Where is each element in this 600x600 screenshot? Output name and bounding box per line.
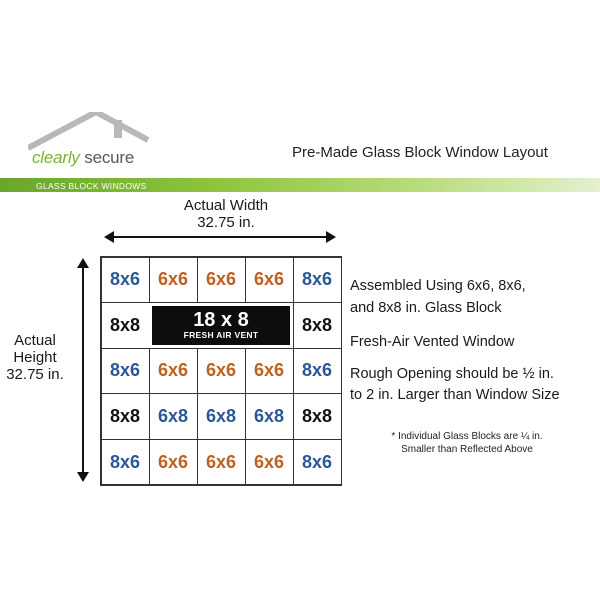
glass-block-8x8: 8x8 bbox=[293, 393, 342, 440]
glass-block-6x8: 6x8 bbox=[197, 393, 246, 440]
footnote-line2: Smaller than Reflected Above bbox=[401, 444, 533, 455]
brand-tagline: GLASS BLOCK WINDOWS bbox=[36, 181, 147, 191]
info-vented: Fresh-Air Vented Window bbox=[350, 334, 515, 350]
glass-block-6x6: 6x6 bbox=[245, 257, 294, 304]
glass-block-6x8: 6x8 bbox=[149, 393, 198, 440]
glass-block-8x6: 8x6 bbox=[101, 257, 150, 304]
glass-block-8x6: 8x6 bbox=[293, 348, 342, 395]
width-label-text: Actual Width bbox=[183, 197, 269, 214]
glass-block-8x6: 8x6 bbox=[101, 348, 150, 395]
brand-name bbox=[32, 148, 134, 168]
glass-block-6x6: 6x6 bbox=[197, 439, 246, 486]
footnote bbox=[352, 430, 582, 456]
info-assembled-1: Assembled Using 6x6, 8x6, bbox=[350, 278, 526, 294]
width-label bbox=[166, 197, 286, 231]
vent-label: FRESH AIR VENT bbox=[183, 330, 259, 341]
glass-block-6x6: 6x6 bbox=[245, 348, 294, 395]
fresh-air-vent bbox=[149, 303, 293, 349]
info-rough-opening-2: to 2 in. Larger than Window Size bbox=[350, 387, 560, 403]
height-label-line1: Actual bbox=[14, 332, 56, 349]
height-value: 32.75 in. bbox=[6, 366, 64, 383]
glass-block-6x6: 6x6 bbox=[197, 257, 246, 304]
width-value: 32.75 in. bbox=[197, 214, 255, 231]
brand-word-secure: secure bbox=[84, 148, 135, 167]
glass-block-6x6: 6x6 bbox=[149, 348, 198, 395]
glass-block-6x6: 6x6 bbox=[149, 439, 198, 486]
glass-block-8x8: 8x8 bbox=[101, 393, 150, 440]
glass-block-8x8: 8x8 bbox=[101, 302, 150, 349]
height-label bbox=[0, 332, 70, 383]
height-arrow bbox=[76, 258, 90, 482]
footnote-line1: * Individual Glass Blocks are ¼ in. bbox=[391, 431, 543, 442]
height-label-line2: Height bbox=[13, 349, 57, 366]
glass-block-6x6: 6x6 bbox=[197, 348, 246, 395]
glass-block-6x6: 6x6 bbox=[149, 257, 198, 304]
glass-block-8x6: 8x6 bbox=[101, 439, 150, 486]
glass-block-8x6: 8x6 bbox=[293, 439, 342, 486]
glass-block-8x6: 8x6 bbox=[293, 257, 342, 304]
vent-size: 18 x 8 bbox=[193, 309, 249, 332]
info-assembled-2: and 8x8 in. Glass Block bbox=[350, 300, 502, 316]
glass-block-grid bbox=[100, 256, 342, 486]
glass-block-8x8: 8x8 bbox=[293, 302, 342, 349]
glass-block-6x6: 6x6 bbox=[245, 439, 294, 486]
brand-word-clearly: clearly bbox=[32, 148, 80, 167]
width-arrow bbox=[104, 230, 336, 244]
glass-block-6x8: 6x8 bbox=[245, 393, 294, 440]
info-rough-opening-1: Rough Opening should be ½ in. bbox=[350, 366, 554, 382]
page-title: Pre-Made Glass Block Window Layout bbox=[292, 144, 548, 161]
